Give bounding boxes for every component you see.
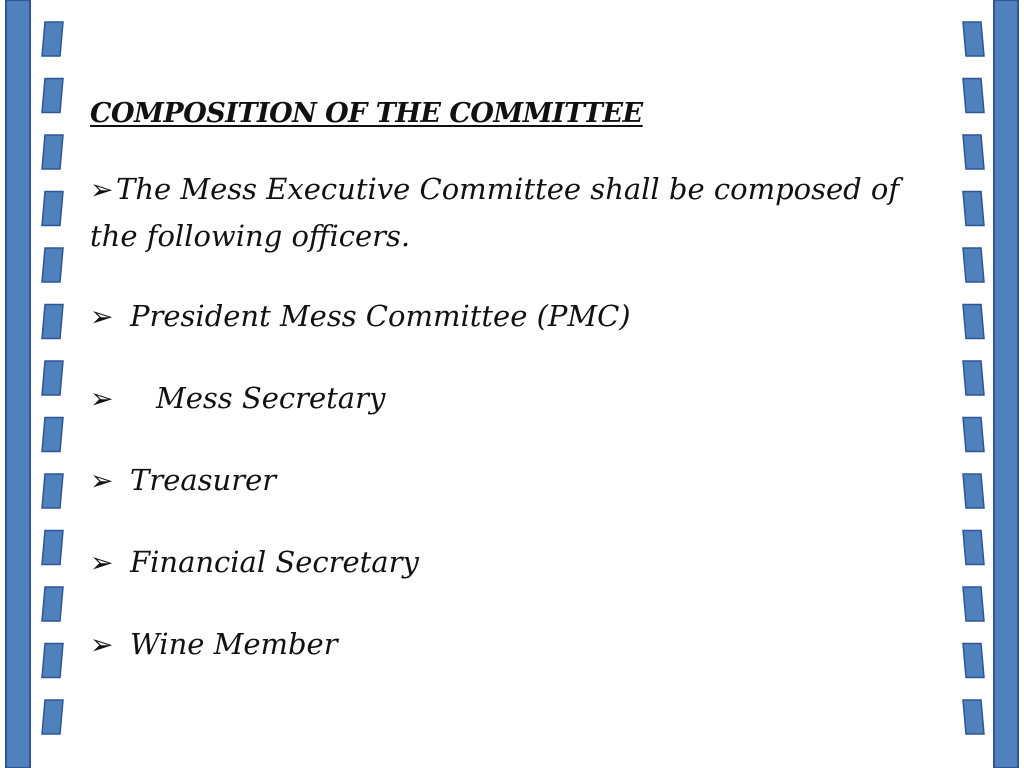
- right-decorative-border: [944, 0, 1024, 768]
- arrowhead-bullet-icon: ➢: [90, 300, 114, 333]
- list-item: [90, 621, 930, 703]
- border-tile: [963, 474, 984, 508]
- border-tile: [42, 79, 63, 113]
- border-tile: [42, 248, 63, 282]
- arrowhead-bullet-icon: ➢: [90, 546, 114, 579]
- list-item: [90, 375, 930, 457]
- intro-text: The Mess Executive Committee shall be composed of the following officers.: [90, 172, 900, 253]
- border-tile: [42, 700, 63, 734]
- border-tile: [963, 587, 984, 621]
- arrowhead-bullet-icon: ➢: [90, 628, 114, 661]
- officer-label: President Mess Committee (PMC): [130, 299, 631, 333]
- border-tile: [963, 531, 984, 565]
- border-tile: [42, 474, 63, 508]
- border-tile: [963, 700, 984, 734]
- border-tile: [963, 644, 984, 678]
- officer-label: Financial Secretary: [130, 545, 419, 579]
- officer-label: Wine Member: [130, 627, 338, 661]
- intro-paragraph: [90, 166, 930, 259]
- list-item: [90, 457, 930, 539]
- arrowhead-bullet-icon: ➢: [90, 382, 114, 415]
- border-tile: [963, 192, 984, 226]
- border-tile: [963, 248, 984, 282]
- officer-list: [90, 293, 930, 703]
- border-tile: [42, 531, 63, 565]
- border-tile: [42, 135, 63, 169]
- border-tile: [963, 22, 984, 56]
- list-item: [90, 539, 930, 621]
- list-item: [90, 293, 930, 375]
- border-tile: [42, 361, 63, 395]
- border-tile: [963, 361, 984, 395]
- officer-label: Mess Secretary: [156, 381, 386, 415]
- officer-label: Treasurer: [130, 463, 277, 497]
- border-tile: [42, 418, 63, 452]
- left-decorative-border: [0, 0, 80, 768]
- slide-content: [90, 92, 930, 703]
- border-tile: [963, 305, 984, 339]
- arrowhead-bullet-icon: ➢: [90, 464, 114, 497]
- arrowhead-bullet-icon: ➢: [90, 173, 114, 206]
- border-tile: [42, 192, 63, 226]
- border-tile: [42, 587, 63, 621]
- border-tile: [963, 79, 984, 113]
- border-tile: [42, 305, 63, 339]
- border-tile: [42, 644, 63, 678]
- border-tile: [963, 135, 984, 169]
- border-tile: [963, 418, 984, 452]
- slide-heading: COMPOSITION OF THE COMMITTEE: [90, 98, 643, 129]
- border-tile: [42, 22, 63, 56]
